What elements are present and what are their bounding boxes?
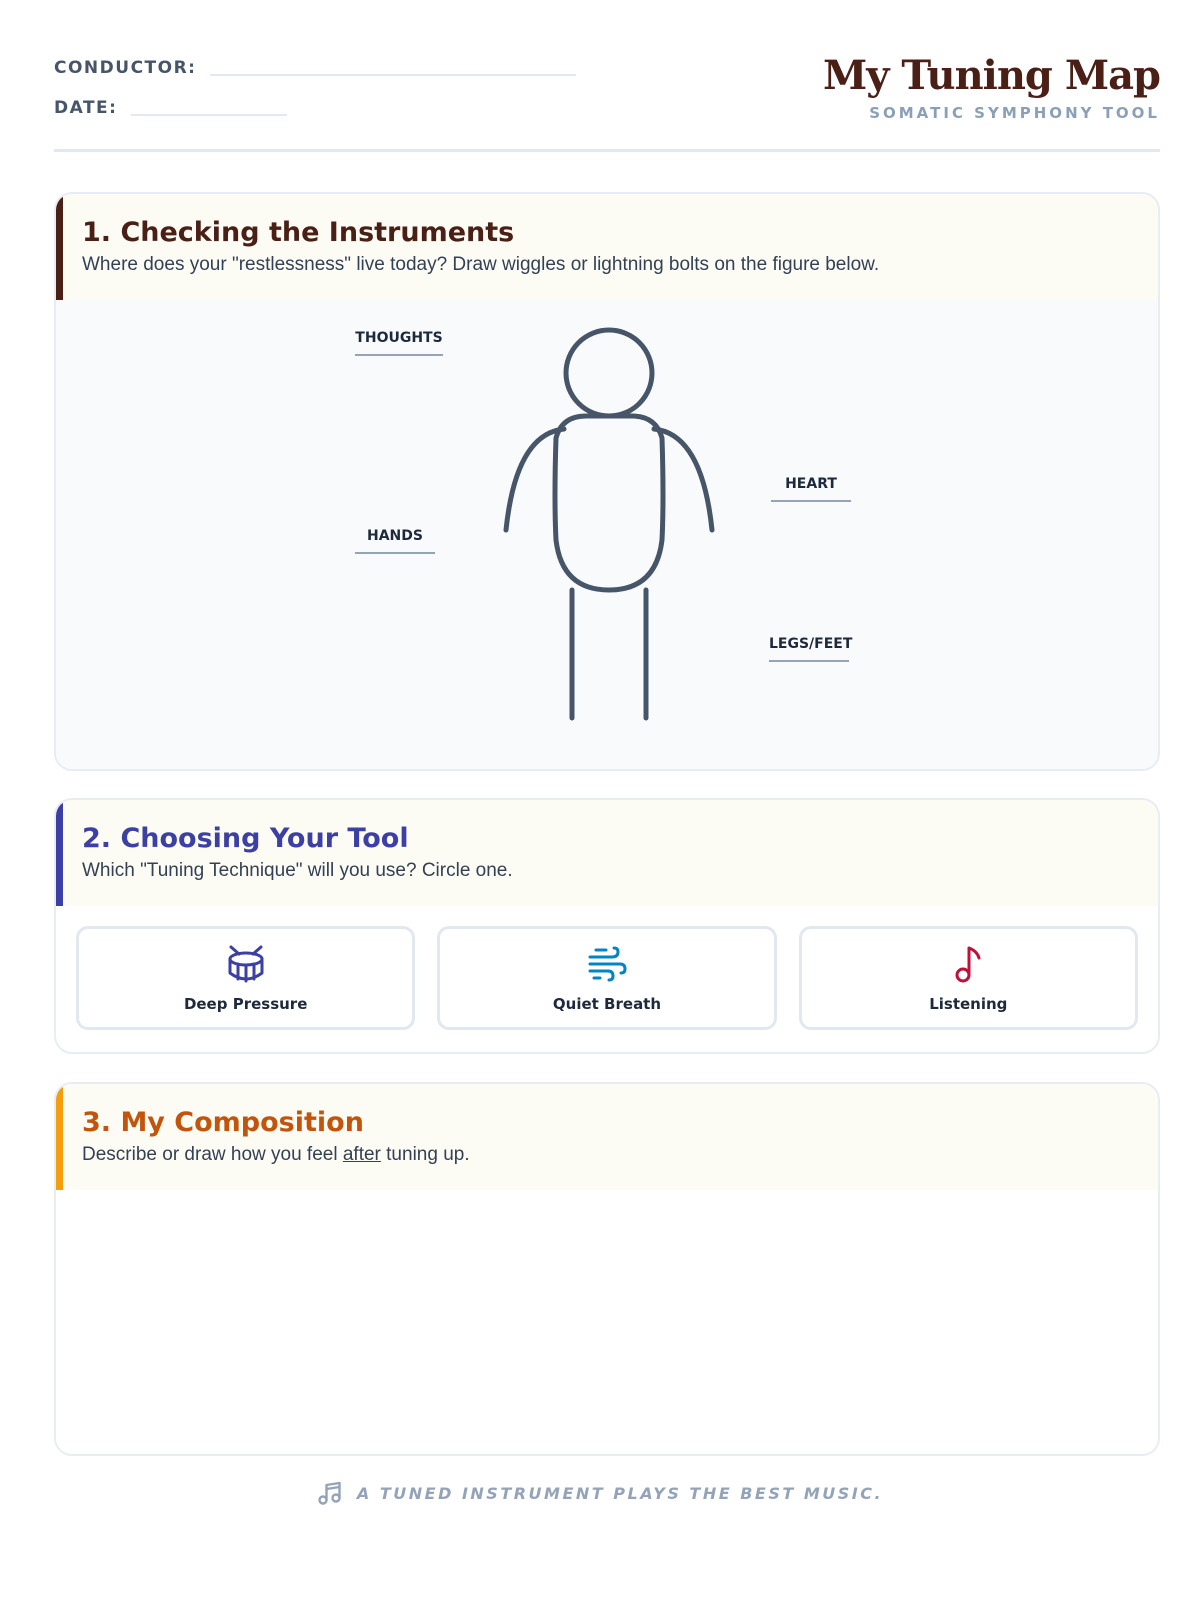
- section3-title: 3. My Composition: [82, 1107, 364, 1138]
- figure-head: [566, 330, 652, 416]
- section3-description: [82, 1144, 1132, 1166]
- section2-header: [56, 800, 1158, 906]
- body-map-area[interactable]: [56, 300, 1158, 770]
- music-note-icon: [947, 943, 989, 985]
- section3-description-text: Describe or draw how you feel: [82, 1144, 343, 1165]
- label-heart: HEART: [771, 476, 851, 502]
- page-subtitle: SOMATIC SYMPHONY TOOL: [869, 104, 1160, 122]
- worksheet-header: [54, 0, 1160, 152]
- music-notes-icon: [317, 1480, 343, 1506]
- tool-label: Listening: [929, 995, 1008, 1013]
- section-my-composition: [54, 1082, 1160, 1456]
- date-line[interactable]: [131, 114, 287, 116]
- figure-torso: [555, 416, 663, 590]
- section2-title: 2. Choosing Your Tool: [82, 823, 409, 854]
- date-field[interactable]: [54, 98, 287, 118]
- conductor-field[interactable]: [54, 58, 576, 78]
- section1-header: [56, 194, 1158, 300]
- label-hands: HANDS: [355, 528, 435, 554]
- section-choosing-tool: [54, 798, 1160, 1054]
- section1-description: Where does your "restlessness" live today? Draw wiggles or lightning bolts on the figure below.: [82, 254, 880, 275]
- label-legs-feet: LEGS/FEET: [769, 636, 849, 662]
- drum-icon: [225, 943, 267, 985]
- tool-label: Quiet Breath: [552, 995, 662, 1013]
- tool-options: [56, 906, 1158, 1050]
- composition-drawing-area[interactable]: [56, 1190, 1158, 1456]
- footer-tagline: A TUNED INSTRUMENT PLAYS THE BEST MUSIC.: [356, 1483, 884, 1503]
- section-checking-instruments: [54, 192, 1160, 771]
- date-label: DATE:: [54, 98, 118, 118]
- tool-deep-pressure[interactable]: [76, 926, 415, 1030]
- section3-header: [56, 1084, 1158, 1190]
- footer: [0, 1480, 1200, 1506]
- conductor-line[interactable]: [210, 74, 576, 76]
- body-figure[interactable]: [56, 300, 1160, 770]
- section3-description-emphasis: after: [342, 1144, 381, 1165]
- tool-listening[interactable]: [799, 926, 1138, 1030]
- section1-title: 1. Checking the Instruments: [82, 217, 515, 248]
- section3-description-text-end: tuning up.: [380, 1144, 470, 1165]
- wind-icon: [586, 943, 628, 985]
- conductor-label: CONDUCTOR:: [54, 58, 197, 78]
- page-title: My Tuning Map: [822, 52, 1160, 99]
- tool-quiet-breath[interactable]: [437, 926, 776, 1030]
- label-thoughts: THOUGHTS: [355, 330, 443, 356]
- tool-label: Deep Pressure: [183, 995, 308, 1013]
- section2-description: Which "Tuning Technique" will you use? Circle one.: [82, 860, 513, 881]
